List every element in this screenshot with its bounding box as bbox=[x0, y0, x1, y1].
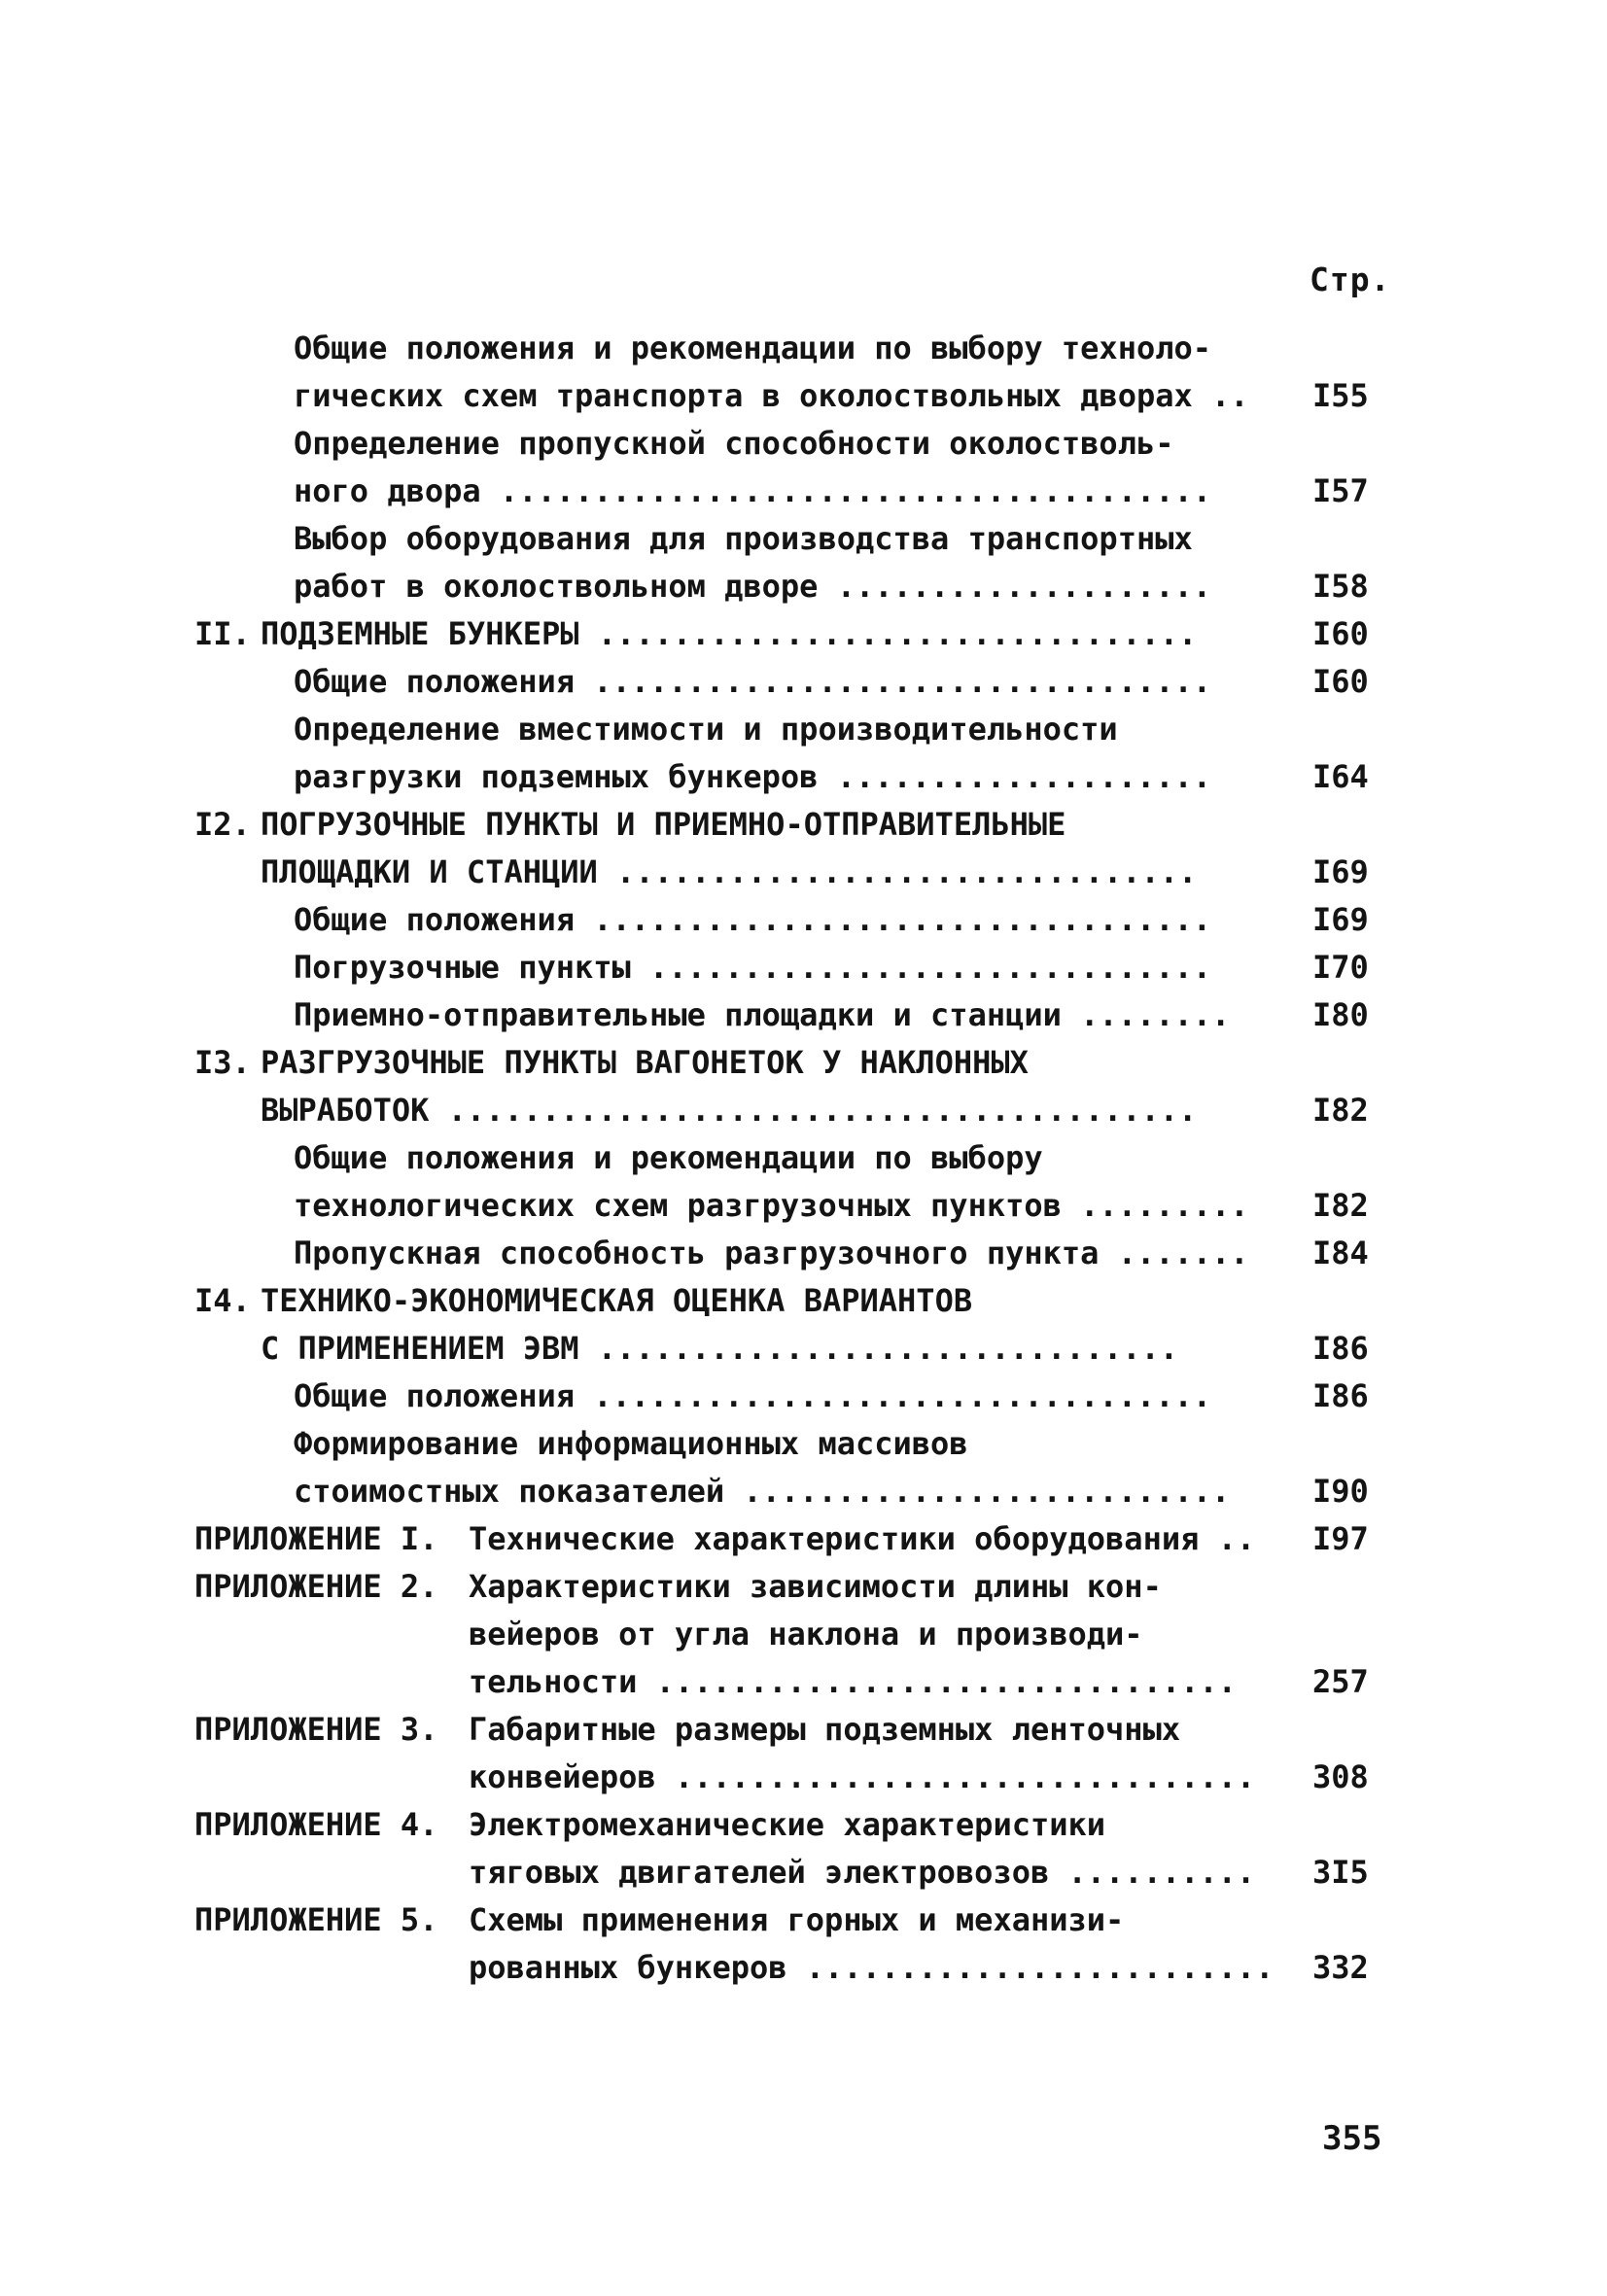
toc-entry bbox=[0, 896, 1607, 944]
toc-entry-page: I82 bbox=[1312, 1092, 1369, 1129]
toc-entry-title: разгрузки подземных бункеров .................... bbox=[294, 758, 1212, 795]
toc-entry-title: работ в околоствольном дворе .................... bbox=[294, 568, 1212, 605]
toc-entry bbox=[0, 1563, 1607, 1611]
toc-entry bbox=[0, 1849, 1607, 1896]
toc-entry bbox=[0, 1515, 1607, 1563]
toc-entry-title: Пропускная способность разгрузочного пункта ....... bbox=[294, 1235, 1249, 1271]
toc-entry-title: Общие положения и рекомендации по выбору техноло- bbox=[294, 330, 1212, 366]
toc-entry bbox=[0, 372, 1607, 420]
toc-entry-title: Выбор оборудования для производства транспортных bbox=[294, 520, 1193, 557]
toc-entry-page: 308 bbox=[1312, 1758, 1369, 1795]
toc-entry bbox=[0, 1896, 1607, 1944]
toc-entry bbox=[0, 1230, 1607, 1277]
chapter-number: II. bbox=[194, 615, 251, 652]
toc-entry bbox=[0, 1420, 1607, 1468]
toc-entry bbox=[0, 1182, 1607, 1230]
toc-entry-page: I86 bbox=[1312, 1377, 1369, 1414]
toc-entry bbox=[0, 610, 1607, 658]
toc-entry bbox=[0, 1373, 1607, 1420]
toc-entry-page: I80 bbox=[1312, 996, 1369, 1033]
toc-entry bbox=[0, 563, 1607, 610]
toc-entry-page: I86 bbox=[1312, 1330, 1369, 1367]
toc-entry bbox=[0, 706, 1607, 753]
table-of-contents bbox=[0, 325, 1607, 1992]
toc-entry-title: тяговых двигателей электровозов .......... bbox=[469, 1854, 1256, 1891]
toc-entry-title: Погрузочные пункты .............................. bbox=[294, 949, 1212, 986]
toc-entry bbox=[0, 1944, 1607, 1992]
page-column-header: Стр. bbox=[1310, 261, 1391, 298]
toc-entry-title: ПЛОЩАДКИ И СТАНЦИИ ............................... bbox=[261, 853, 1198, 890]
toc-entry-title: вейеров от угла наклона и производи- bbox=[469, 1616, 1143, 1652]
toc-entry-page: I60 bbox=[1312, 663, 1369, 700]
toc-entry bbox=[0, 1706, 1607, 1754]
toc-entry-page: 332 bbox=[1312, 1949, 1369, 1986]
toc-entry-title: Габаритные размеры подземных ленточных bbox=[469, 1711, 1181, 1748]
toc-entry bbox=[0, 944, 1607, 991]
toc-entry-page: I58 bbox=[1312, 568, 1369, 605]
toc-entry bbox=[0, 801, 1607, 849]
toc-entry-title: Формирование информационных массивов bbox=[294, 1425, 968, 1462]
appendix-label: ПРИЛОЖЕНИЕ 2. bbox=[194, 1568, 438, 1605]
toc-entry-page: I97 bbox=[1312, 1520, 1369, 1557]
toc-entry-page: I55 bbox=[1312, 377, 1369, 414]
toc-entry bbox=[0, 1087, 1607, 1134]
toc-entry bbox=[0, 753, 1607, 801]
toc-entry-title: Общие положения и рекомендации по выбору bbox=[294, 1139, 1043, 1176]
toc-entry bbox=[0, 658, 1607, 706]
toc-entry bbox=[0, 325, 1607, 372]
toc-entry bbox=[0, 1801, 1607, 1849]
toc-entry-page: 3I5 bbox=[1312, 1854, 1369, 1891]
toc-entry-page: I69 bbox=[1312, 853, 1369, 890]
toc-entry-title: Общие положения ................................. bbox=[294, 663, 1212, 700]
appendix-label: ПРИЛОЖЕНИЕ 5. bbox=[194, 1901, 438, 1938]
toc-entry bbox=[0, 515, 1607, 563]
toc-entry bbox=[0, 991, 1607, 1039]
toc-entry-title: С ПРИМЕНЕНИЕМ ЭВМ ............................... bbox=[261, 1330, 1179, 1367]
appendix-label: ПРИЛОЖЕНИЕ I. bbox=[194, 1520, 438, 1557]
toc-entry-title: рованных бункеров ......................... bbox=[469, 1949, 1275, 1986]
toc-entry-page: I70 bbox=[1312, 949, 1369, 986]
toc-entry bbox=[0, 1039, 1607, 1087]
toc-entry-title: гических схем транспорта в околоствольных дворах .. bbox=[294, 377, 1249, 414]
toc-entry-title: Определение вместимости и производительности bbox=[294, 711, 1118, 748]
toc-entry bbox=[0, 1134, 1607, 1182]
toc-entry-page: I90 bbox=[1312, 1473, 1369, 1510]
toc-entry-title: Технические характеристики оборудования .. bbox=[469, 1520, 1256, 1557]
appendix-label: ПРИЛОЖЕНИЕ 4. bbox=[194, 1806, 438, 1843]
toc-entry bbox=[0, 468, 1607, 515]
toc-entry-title: технологических схем разгрузочных пунктов ......... bbox=[294, 1187, 1249, 1224]
toc-entry-title: Электромеханические характеристики bbox=[469, 1806, 1106, 1843]
toc-entry-page: I84 bbox=[1312, 1235, 1369, 1271]
toc-entry-title: стоимостных показателей .......................... bbox=[294, 1473, 1231, 1510]
toc-entry-title: ного двора ...................................... bbox=[294, 472, 1212, 509]
toc-entry-title: ПОГРУЗОЧНЫЕ ПУНКТЫ И ПРИЕМНО-ОТПРАВИТЕЛЬНЫЕ bbox=[261, 806, 1066, 843]
toc-entry-title: Общие положения ................................. bbox=[294, 901, 1212, 938]
toc-entry bbox=[0, 1277, 1607, 1325]
toc-entry-title: ТЕХНИКО-ЭКОНОМИЧЕСКАЯ ОЦЕНКА ВАРИАНТОВ bbox=[261, 1282, 973, 1319]
toc-entry bbox=[0, 1325, 1607, 1373]
toc-entry-page: I64 bbox=[1312, 758, 1369, 795]
toc-entry-page: I60 bbox=[1312, 615, 1369, 652]
page-number: 355 bbox=[1322, 2119, 1382, 2158]
toc-entry bbox=[0, 1754, 1607, 1801]
toc-entry-page: I57 bbox=[1312, 472, 1369, 509]
toc-entry-title: ВЫРАБОТОК ........................................ bbox=[261, 1092, 1198, 1129]
chapter-number: I2. bbox=[194, 806, 251, 843]
chapter-number: I4. bbox=[194, 1282, 251, 1319]
toc-entry-title: Схемы применения горных и механизи- bbox=[469, 1901, 1125, 1938]
toc-entry bbox=[0, 1611, 1607, 1658]
toc-entry-page: I82 bbox=[1312, 1187, 1369, 1224]
toc-entry-title: Приемно-отправительные площадки и станции ........ bbox=[294, 996, 1231, 1033]
toc-entry-page: 257 bbox=[1312, 1663, 1369, 1700]
toc-entry-title: ПОДЗЕМНЫЕ БУНКЕРЫ ................................ bbox=[261, 615, 1198, 652]
toc-entry-title: Определение пропускной способности околостволь- bbox=[294, 425, 1174, 462]
toc-entry bbox=[0, 420, 1607, 468]
toc-entry-title: Характеристики зависимости длины кон- bbox=[469, 1568, 1162, 1605]
toc-entry bbox=[0, 849, 1607, 896]
toc-entry bbox=[0, 1658, 1607, 1706]
toc-entry bbox=[0, 1468, 1607, 1515]
toc-entry-title: тельности ............................... bbox=[469, 1663, 1237, 1700]
toc-entry-page: I69 bbox=[1312, 901, 1369, 938]
toc-entry-title: РАЗГРУЗОЧНЫЕ ПУНКТЫ ВАГОНЕТОК У НАКЛОННЫХ bbox=[261, 1044, 1029, 1081]
toc-entry-title: Общие положения ................................. bbox=[294, 1377, 1212, 1414]
appendix-label: ПРИЛОЖЕНИЕ 3. bbox=[194, 1711, 438, 1748]
toc-entry-title: конвейеров ............................... bbox=[469, 1758, 1256, 1795]
chapter-number: I3. bbox=[194, 1044, 251, 1081]
